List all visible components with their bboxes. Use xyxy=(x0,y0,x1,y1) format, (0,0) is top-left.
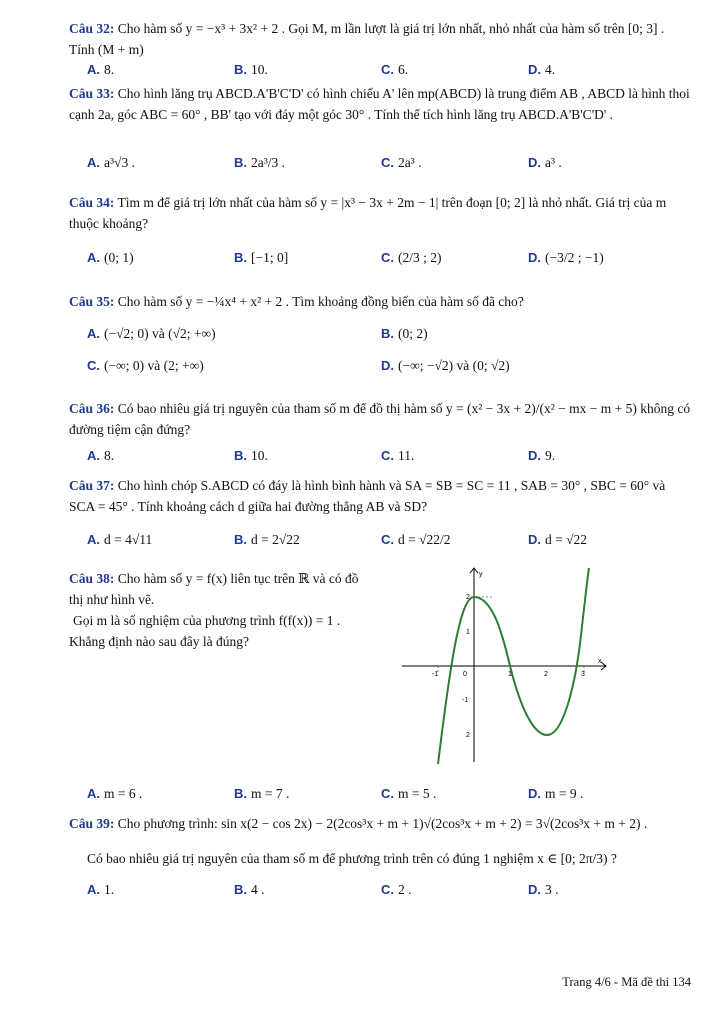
option-b[interactable]: B. m = 7 . xyxy=(234,786,290,801)
option-a[interactable]: A. d = 4√11 xyxy=(87,532,153,547)
option-c[interactable]: C. 2 . xyxy=(381,882,412,897)
question-39 xyxy=(69,813,691,834)
option-d[interactable]: D. 4. xyxy=(528,62,556,77)
option-d[interactable]: D. a³ . xyxy=(528,155,562,170)
question-label: Câu 35: xyxy=(69,294,115,309)
option-d[interactable]: D. 9. xyxy=(528,448,556,463)
question-label: Câu 36: xyxy=(69,401,115,416)
question-text-2: Gọi m là số nghiệm của phương trình f(f(x)) = 1 . Khẳng định nào sau đây là đúng? xyxy=(69,613,341,649)
question-text: Có bao nhiêu giá trị nguyên của tham số m để đồ thị hàm số y = (x² − 3x + 2)/(x² − mx − m + 5) không có đường tiệm cận đứng? xyxy=(69,401,691,437)
question-label: Câu 33: xyxy=(69,86,115,101)
option-a[interactable]: A. m = 6 . xyxy=(87,786,143,801)
option-a[interactable]: A. a³√3 . xyxy=(87,155,135,170)
question-text: Tìm m để giá trị lớn nhất của hàm số y = |x³ − 3x + 2m − 1| trên đoạn [0; 2] là nhỏ nhất. Giá trị của m thuộc khoảng? xyxy=(69,195,667,231)
question-text-2: Có bao nhiêu giá trị nguyên của tham số m để phương trình trên có đúng 1 nghiệm x ∈ [0; 2π/3) ? xyxy=(87,851,617,866)
option-a[interactable]: A. 8. xyxy=(87,62,115,77)
question-36 xyxy=(69,398,691,440)
option-b[interactable]: B. [−1; 0] xyxy=(234,250,289,265)
answer-options-38 xyxy=(87,786,691,808)
option-c[interactable]: C. 11. xyxy=(381,448,415,463)
option-b[interactable]: B. (0; 2) xyxy=(381,326,428,341)
option-d[interactable]: D. (−∞; −√2) và (0; √2) xyxy=(381,358,510,373)
question-33 xyxy=(69,83,691,125)
answer-options-33 xyxy=(87,155,691,177)
option-b[interactable]: B. 10. xyxy=(234,448,268,463)
answer-options-35-row1 xyxy=(87,326,691,348)
question-34 xyxy=(69,192,691,234)
question-text: Cho hình lăng trụ ABCD.A'B'C'D' có hình chiếu A' lên mp(ABCD) là trung điểm AB , ABCD là hình thoi cạnh 2a, góc ABC = 60° , BB' tạo với đáy một góc 30° . Tính thể tích hình lăng trụ ABCD.A'B'C'D' . xyxy=(69,86,690,122)
question-label: Câu 38: xyxy=(69,571,115,586)
question-text: Cho phương trình: sin x(2 − cos 2x) − 2(2cos³x + m + 1)√(2cos³x + m + 2) = 3√(2cos³x + m + 2) . xyxy=(117,816,648,831)
answer-options-36 xyxy=(87,448,691,470)
answer-options-34 xyxy=(87,250,691,272)
y-tick-label: 2 xyxy=(466,732,470,739)
question-label: Câu 39: xyxy=(69,816,115,831)
question-text: Cho hàm số y = −¼x⁴ + x² + 2 . Tìm khoảng đồng biến của hàm số đã cho? xyxy=(117,294,524,309)
option-d[interactable]: D. d = √22 xyxy=(528,532,588,547)
y-tick-label: 1 xyxy=(466,629,470,636)
option-c[interactable]: C. (−∞; 0) và (2; +∞) xyxy=(87,358,204,373)
x-axis-label: x xyxy=(598,658,602,665)
page-footer: Trang 4/6 - Mã đề thi 134 xyxy=(562,975,691,989)
x-tick-label: 3 xyxy=(581,671,585,678)
x-tick-label: 0 xyxy=(463,671,467,678)
option-c[interactable]: C. 2a³ . xyxy=(381,155,422,170)
option-d[interactable]: D. (−3/2 ; −1) xyxy=(528,250,604,265)
question-text: Cho hàm số y = −x³ + 3x² + 2 . Gọi M, m lần lượt là giá trị lớn nhất, nhỏ nhất của hàm số trên [0; 3] . Tính (M + m) xyxy=(69,21,665,57)
option-d[interactable]: D. m = 9 . xyxy=(528,786,584,801)
option-b[interactable]: B. 10. xyxy=(234,62,268,77)
answer-options-35-row2 xyxy=(87,358,691,380)
y-tick-label: -1 xyxy=(462,697,469,704)
function-graph xyxy=(398,566,610,766)
option-c[interactable]: C. d = √22/2 xyxy=(381,532,451,547)
option-b[interactable]: B. 4 . xyxy=(234,882,265,897)
question-39-body xyxy=(87,848,691,869)
x-tick-label: 1 xyxy=(508,671,512,678)
question-label: Câu 34: xyxy=(69,195,115,210)
question-32 xyxy=(69,18,691,60)
option-a[interactable]: A. (0; 1) xyxy=(87,250,134,265)
x-tick-label: 2 xyxy=(544,671,548,678)
option-a[interactable]: A. 8. xyxy=(87,448,115,463)
y-tick-label: 2 xyxy=(466,594,470,601)
option-a[interactable]: A. (−√2; 0) và (√2; +∞) xyxy=(87,326,216,341)
option-c[interactable]: C. m = 5 . xyxy=(381,786,437,801)
option-c[interactable]: C. (2/3 ; 2) xyxy=(381,250,442,265)
answer-options-37 xyxy=(87,532,691,554)
question-text: Cho hàm số y = f(x) liên tục trên ℝ và có đồ thị như hình vẽ. xyxy=(69,571,359,607)
option-b[interactable]: B. d = 2√22 xyxy=(234,532,300,547)
option-c[interactable]: C. 6. xyxy=(381,62,409,77)
question-35 xyxy=(69,291,691,312)
option-d[interactable]: D. 3 . xyxy=(528,882,559,897)
answer-options-39 xyxy=(87,882,691,904)
question-37 xyxy=(69,475,691,517)
question-label: Câu 32: xyxy=(69,21,115,36)
y-axis-label: y xyxy=(479,571,483,578)
answer-options-32 xyxy=(87,62,691,84)
question-label: Câu 37: xyxy=(69,478,115,493)
question-38 xyxy=(69,568,375,652)
option-b[interactable]: B. 2a³/3 . xyxy=(234,155,286,170)
option-a[interactable]: A. 1. xyxy=(87,882,115,897)
x-tick-label: -1 xyxy=(432,671,439,678)
question-text: Cho hình chóp S.ABCD có đáy là hình bình hành và SA = SB = SC = 11 , SAB = 30° , SBC = 60° và SCA = 45° . Tính khoảng cách d giữa hai đường thẳng AB và SD? xyxy=(69,478,666,514)
